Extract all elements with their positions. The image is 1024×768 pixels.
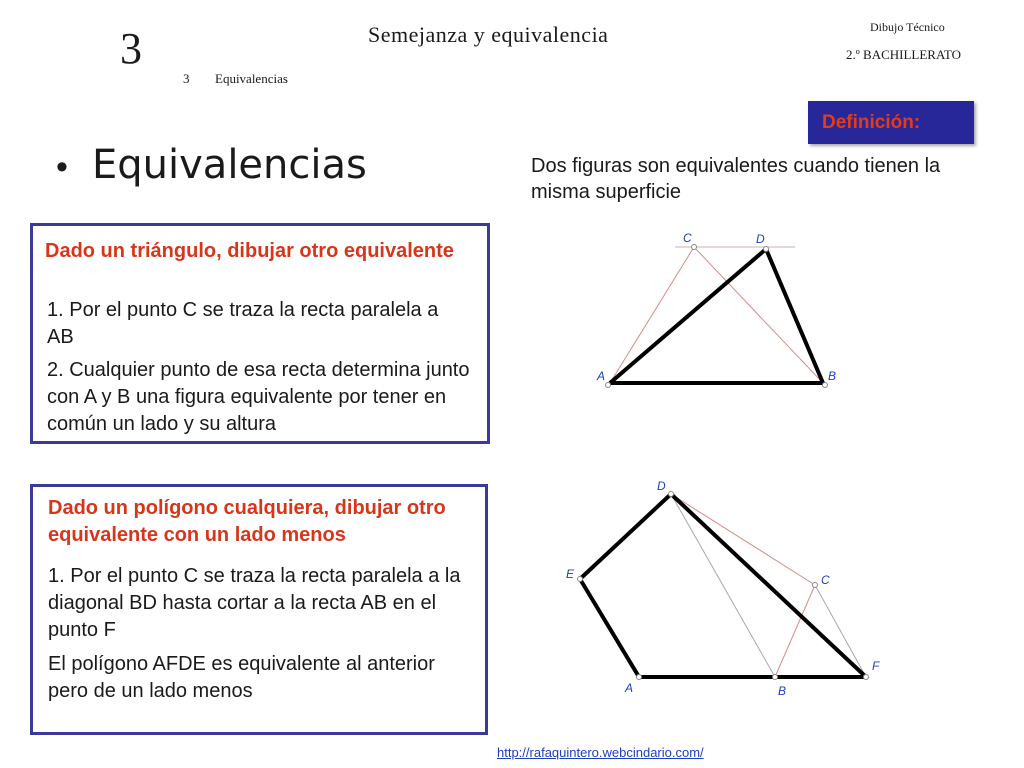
label-f: F bbox=[872, 659, 880, 673]
course-label: 2.º BACHILLERATO bbox=[846, 47, 962, 62]
subsection-title: Equivalencias bbox=[215, 71, 288, 86]
chapter-number: 3 bbox=[120, 24, 142, 73]
diagonal-bd bbox=[671, 494, 775, 677]
box1-step1: 1. Por el punto C se traza la recta paralela a AB bbox=[47, 299, 439, 348]
label-e: E bbox=[566, 567, 575, 581]
box2-title: Dado un polígono cualquiera, dibujar otro equivalente con un lado menos bbox=[48, 497, 446, 546]
label-d2: D bbox=[657, 479, 666, 493]
point-c2-marker bbox=[813, 583, 818, 588]
box1-step2: 2. Cualquier punto de esa recta determina junto con A y B una figura equivalente por tener en común un lado y su altura bbox=[47, 359, 470, 435]
label-b2: B bbox=[778, 684, 787, 698]
label-c2: C bbox=[821, 573, 830, 587]
label-a2: A bbox=[625, 681, 634, 695]
bullet-icon: • bbox=[56, 148, 68, 186]
construction-line-dc bbox=[671, 494, 815, 585]
label-a: A bbox=[597, 369, 606, 383]
box1-title: Dado un triángulo, dibujar otro equivalente bbox=[45, 240, 454, 262]
point-b2-marker bbox=[773, 675, 778, 680]
definition-text: Dos figuras son equivalentes cuando tienen la misma superficie bbox=[531, 155, 941, 203]
point-a2-marker bbox=[637, 675, 642, 680]
label-d: D bbox=[756, 232, 765, 246]
label-c: C bbox=[683, 231, 692, 245]
box2-step2: El polígono AFDE es equivalente al anterior pero de un lado menos bbox=[48, 653, 435, 702]
subsection-number: 3 bbox=[183, 71, 190, 86]
point-d2-marker bbox=[669, 492, 674, 497]
subject-label: Dibujo Técnico bbox=[870, 20, 945, 34]
point-e-marker bbox=[578, 577, 583, 582]
box2-step1: 1. Por el punto C se traza la recta paralela a la diagonal BD hasta cortar a la recta AB en el punto F bbox=[48, 565, 461, 641]
point-f-marker bbox=[864, 675, 869, 680]
footer-link[interactable]: http://rafaquintero.webcindario.com/ bbox=[497, 745, 704, 760]
header-title: Semejanza y equivalencia bbox=[368, 22, 609, 47]
main-heading: Equivalencias bbox=[92, 142, 367, 188]
label-b: B bbox=[828, 369, 837, 383]
definition-badge-label: Definición: bbox=[822, 112, 921, 133]
parallel-line-cf bbox=[815, 585, 866, 677]
